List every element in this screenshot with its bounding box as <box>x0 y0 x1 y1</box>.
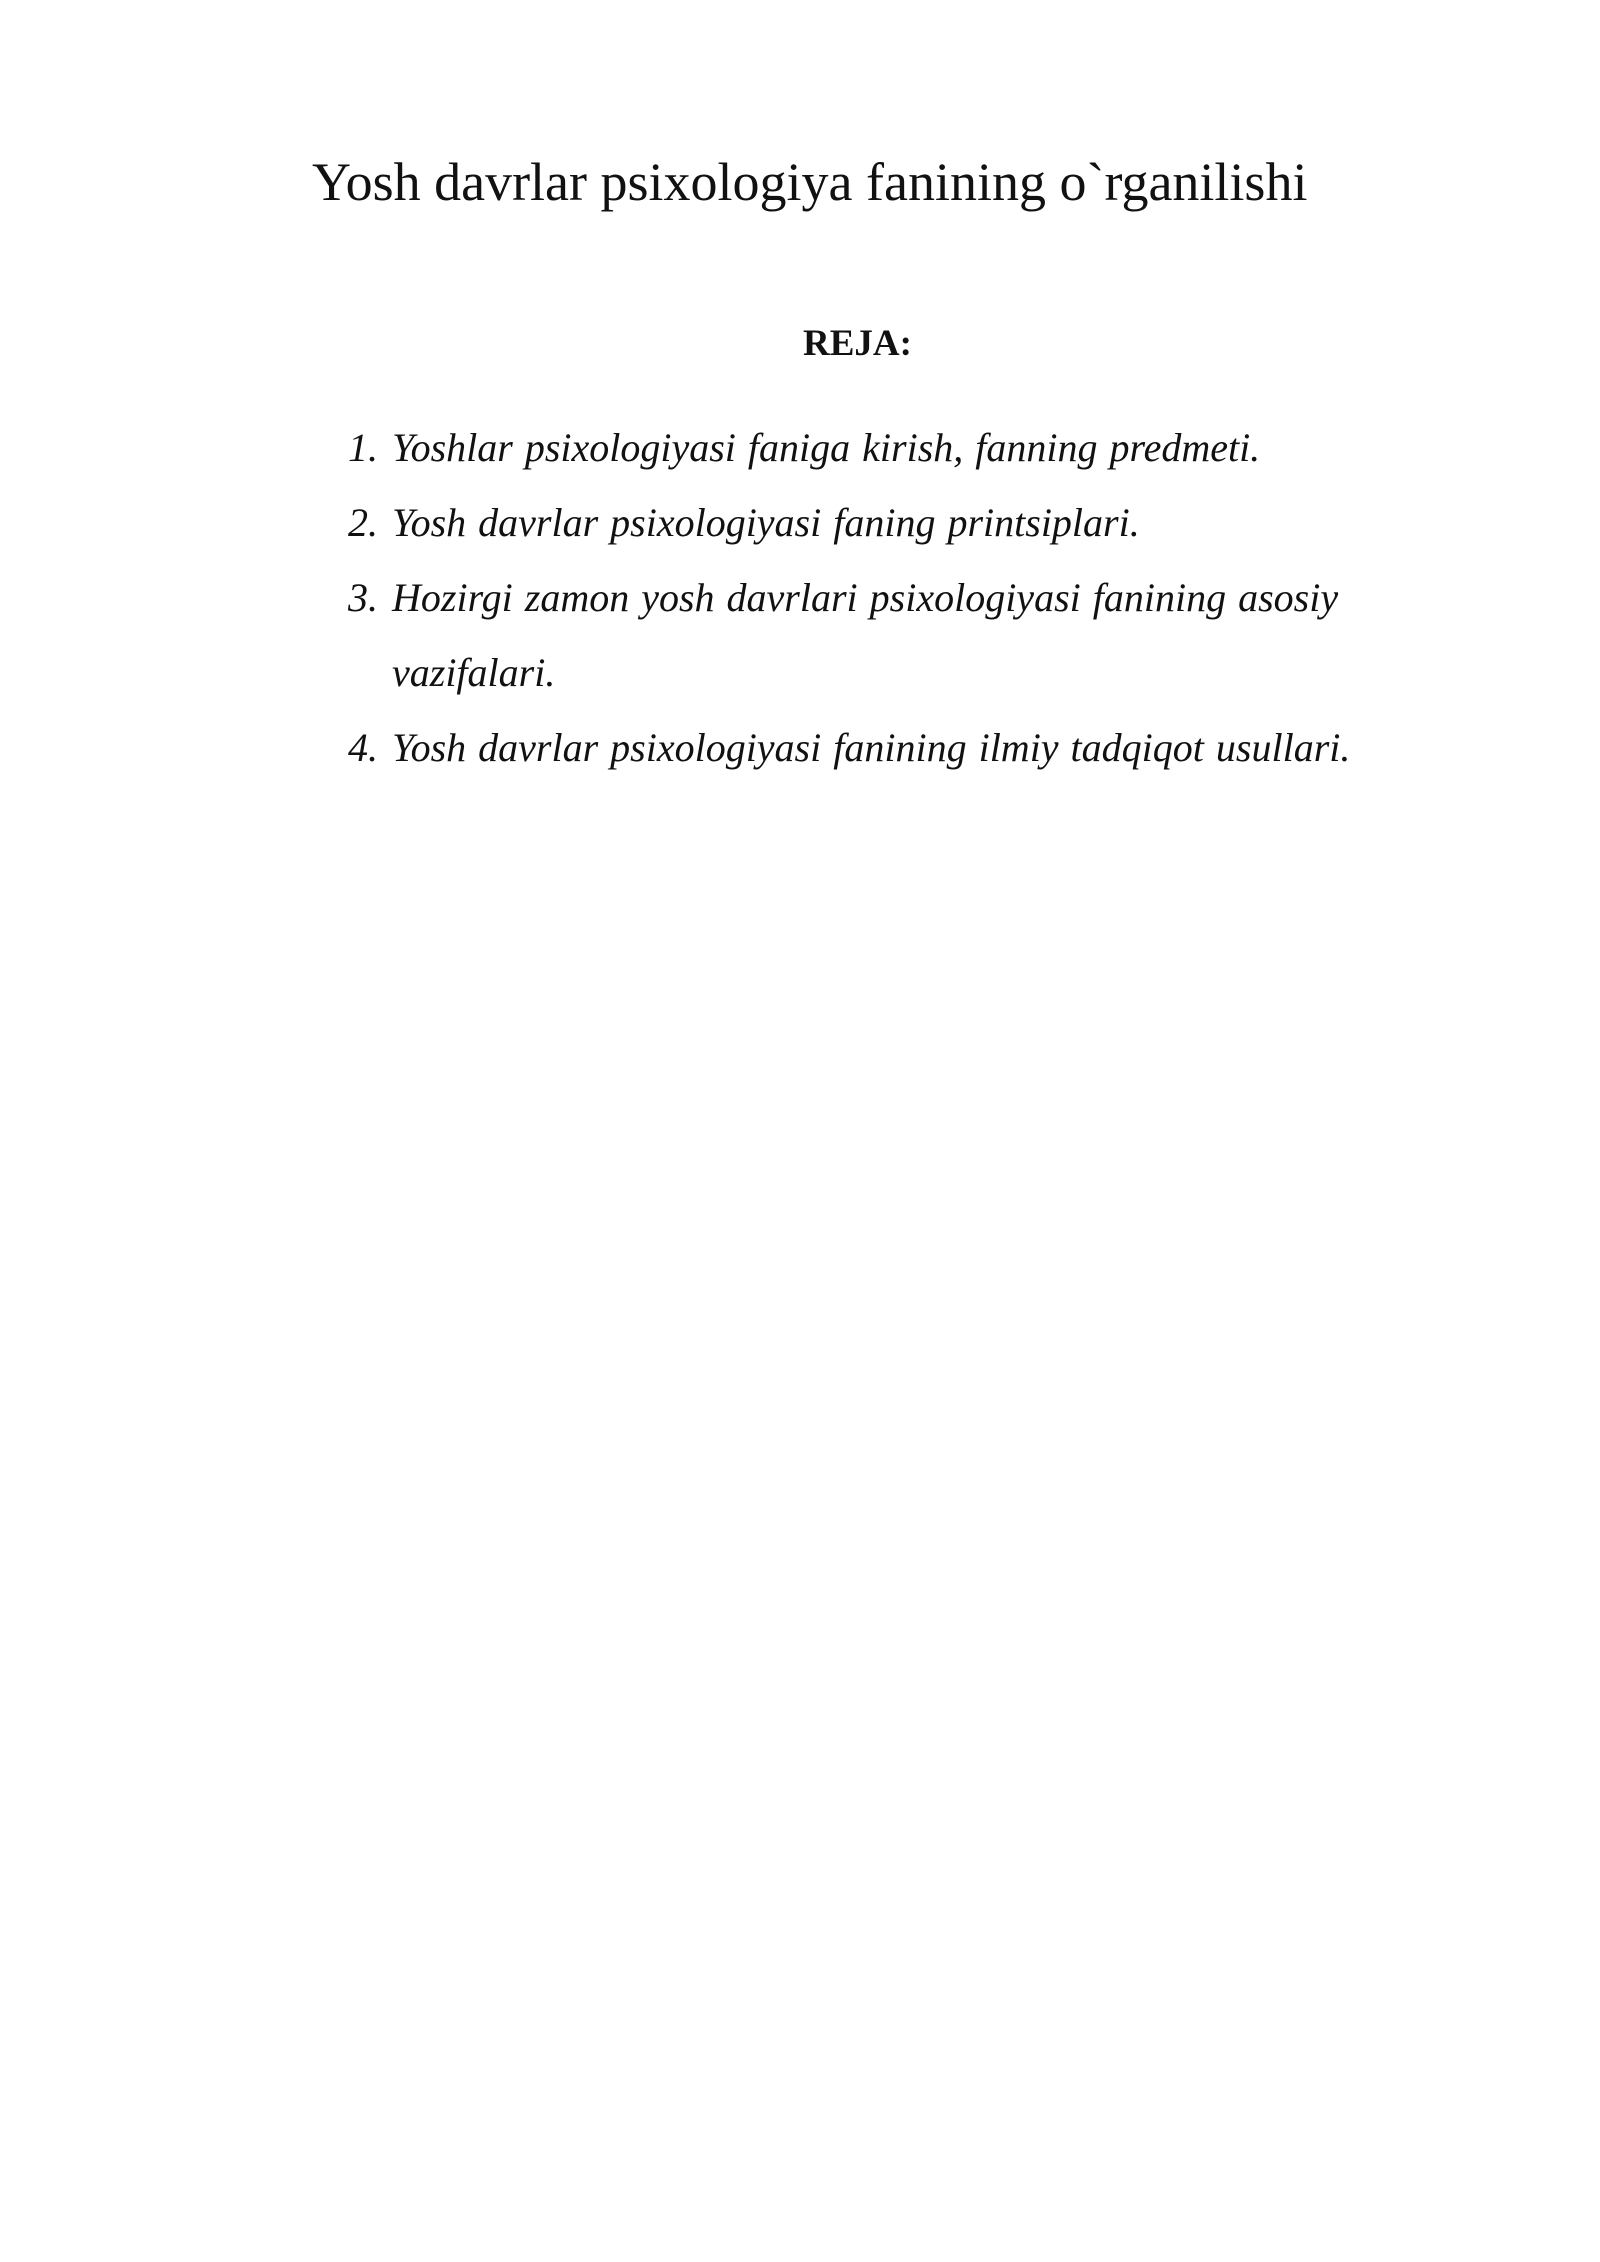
plan-item-number: 1. <box>348 425 378 470</box>
plan-item-number: 3. <box>348 575 378 620</box>
plan-item-number: 2. <box>348 500 378 545</box>
plan-item <box>348 410 1458 485</box>
plan-item <box>348 560 1458 710</box>
plan-item <box>348 710 1458 785</box>
plan-item-text: Yosh davrlar psixologiyasi faning printsiplari. <box>392 500 1140 545</box>
plan-list <box>348 410 1458 785</box>
plan-item-text: Yosh davrlar psixologiyasi fanining ilmiy tadqiqot usullari. <box>392 725 1351 770</box>
plan-item-text: Yoshlar psixologiyasi faniga kirish, fanning predmeti. <box>392 425 1261 470</box>
document-title: Yosh davrlar psixologiya fanining o`rganilishi <box>312 152 1308 212</box>
plan-heading: REJA: <box>803 323 912 364</box>
plan-item <box>348 485 1458 560</box>
plan-item-text: Hozirgi zamon yosh davrlari psixologiyasi fanining asosiy vazifalari. <box>392 575 1339 695</box>
plan-item-number: 4. <box>348 725 378 770</box>
